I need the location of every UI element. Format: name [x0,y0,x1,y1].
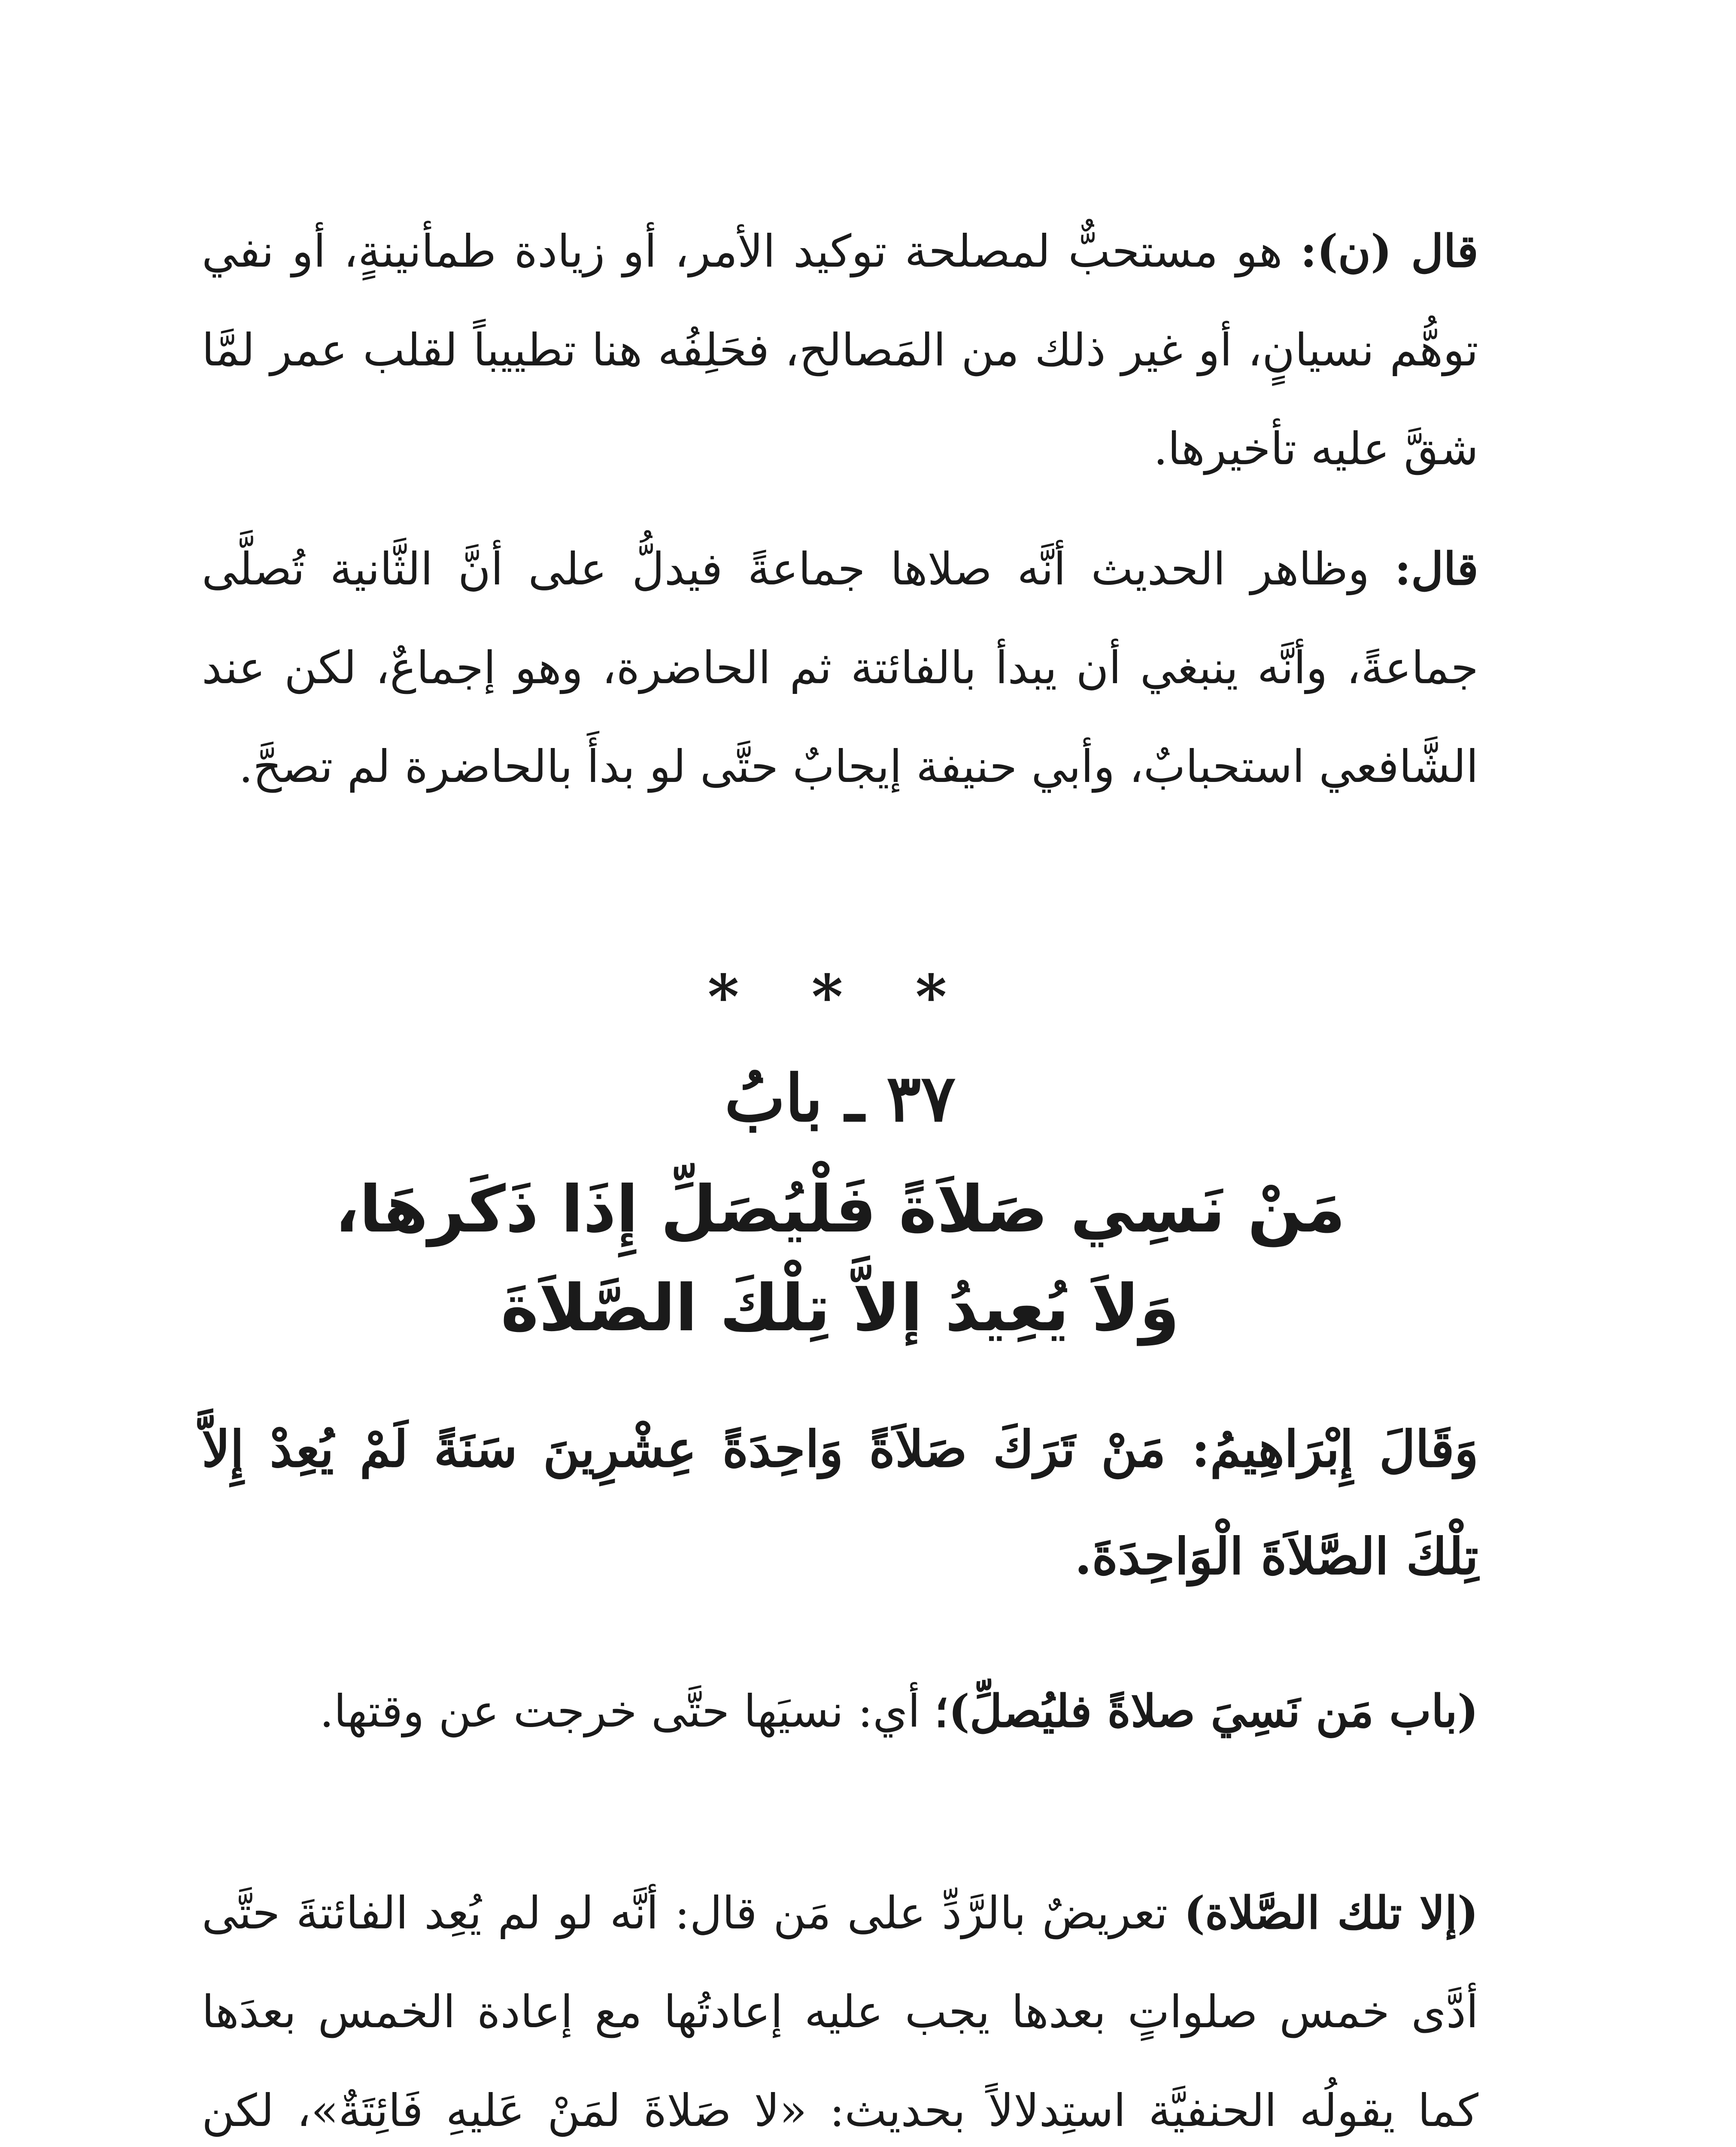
commentary-1 [202,1662,1478,1761]
book-page [202,0,1478,2147]
paragraph-1-text: هو مستحبٌّ لمصلحة توكيد الأمر، أو زيادة طمأنينةٍ، أو نفي توهُّم نسيانٍ، أو غير ذلك من المَصالح، فحَلِفُه هنا تطييباً لقلب عمر لمَّا شقَّ عليه تأخيرها. [202,225,1478,475]
commentary-2-text: تعريضٌ بالرَّدِّ على مَن قال: أنَّه لو لم يُعِد الفائتةَ حتَّى أدَّى خمس صلواتٍ بعدها يجب عليه إعادتُها مع إعادة الخمس بعدَها كما يقولُه الحنفيَّة استِدلالاً بحديث: «لا صَلاةَ لمَنْ عَليهِ فَائِتَةٌ»، لكن [202,1887,1478,2137]
paragraph-2 [202,520,1478,816]
paragraph-2-lead: قال: [1394,542,1478,595]
section-separator: * * * [707,962,973,1032]
commentary-2 [202,1864,1478,2147]
commentary-1-lead: (باب مَن نَسِيَ صلاةً فليُصلِّ)؛ [934,1685,1478,1737]
paragraph-1-lead: قال (ن): [1300,225,1478,277]
chapter-title-line-1: مَنْ نَسِي صَلاَةً فَلْيُصَلِّ إِذَا ذَكَرهَا، [334,1172,1346,1247]
chapter-number: ٣٧ ـ بابُ [724,1061,956,1136]
commentary-1-text: أي: نسيَها حتَّى خرجت عن وقتها. [319,1685,935,1737]
paragraph-1 [202,202,1478,498]
ibrahim-quote: وَقَالَ إِبْرَاهِيمُ: مَنْ تَرَكَ صَلاَةً وَاحِدَةً عِشْرِينَ سَنَةً لَمْ يُعِدْ إِلاَّ تِلْكَ الصَّلاَةَ الْوَاحِدَةَ. [202,1420,1478,1586]
commentary-2-lead: (إلا تلك الصَّلاة) [1184,1886,1478,1939]
chapter-title-line-2: وَلاَ يُعِيدُ إلاَّ تِلْكَ الصَّلاَةَ [501,1271,1180,1346]
paragraph-2-text: وظاهر الحديث أنَّه صلاها جماعةً فيدلُّ على أنَّ الثَّانية تُصلَّى جماعةً، وأنَّه ينبغي أن يبدأ بالفائتة ثم الحاضرة، وهو إجماعٌ، لكن عند الشَّافعي استحبابٌ، وأبي حنيفة إيجابٌ حتَّى لو بدأَ بالحاضرة لم تصحَّ. [202,543,1478,793]
